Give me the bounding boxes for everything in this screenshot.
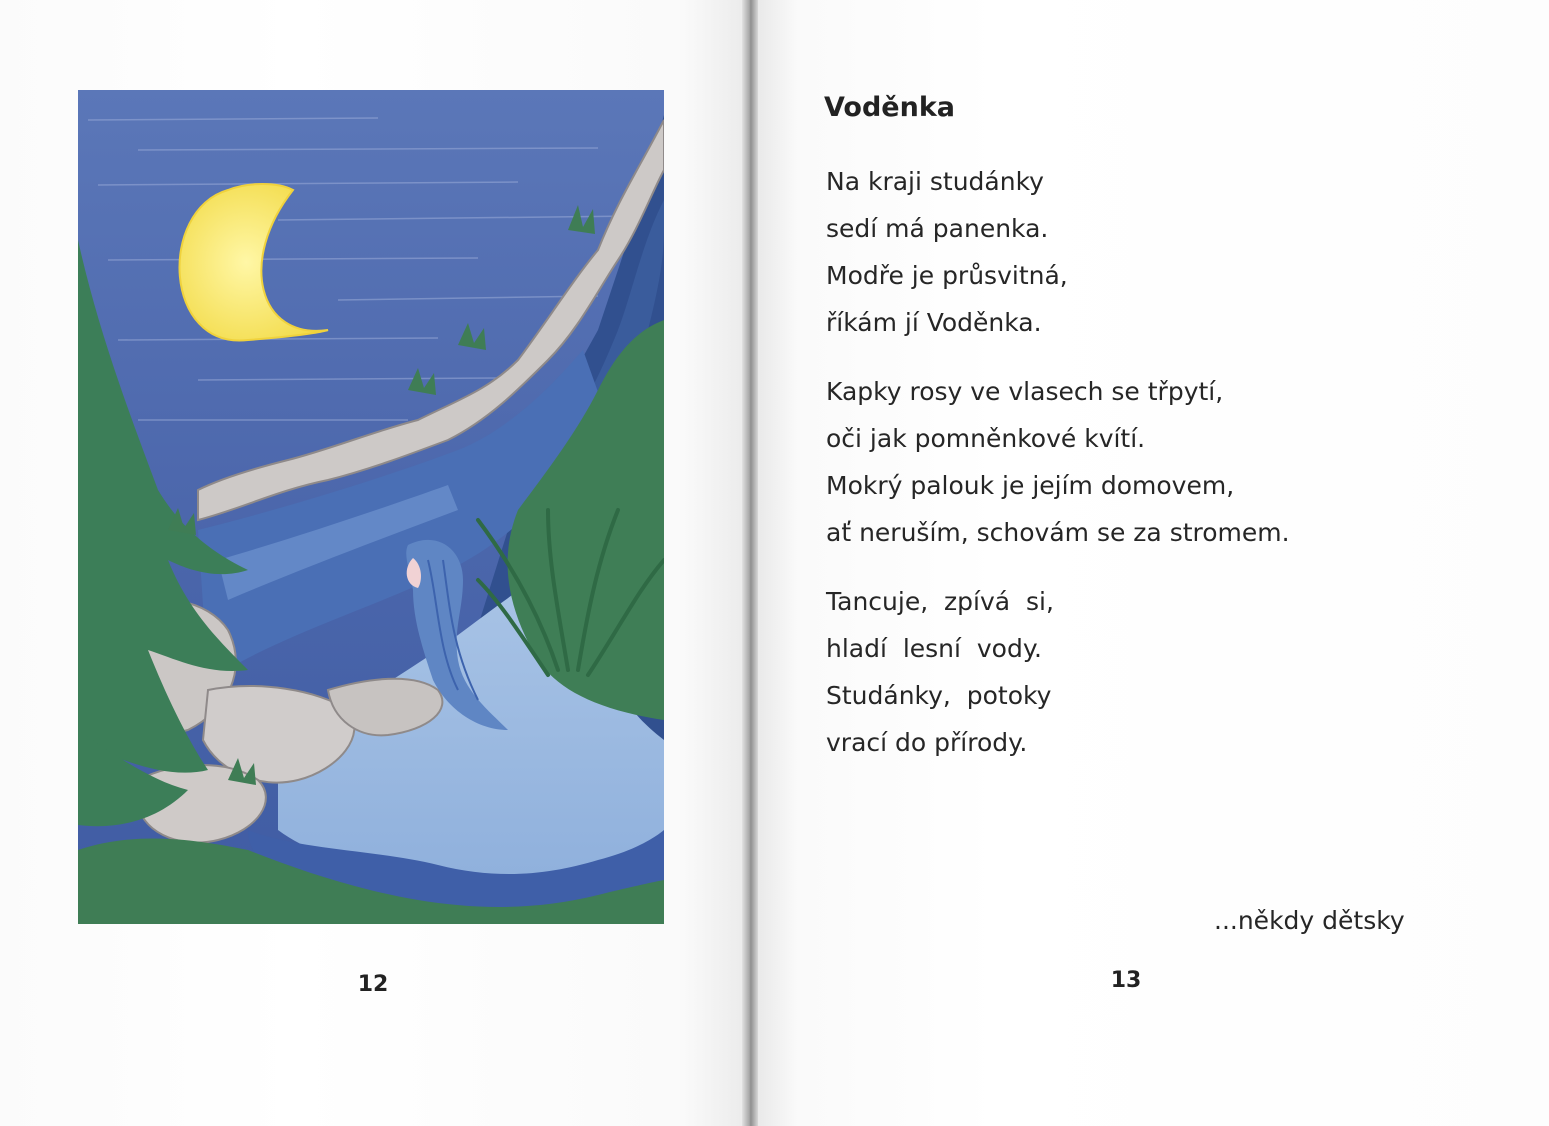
stanza-3 [826, 582, 1054, 770]
poem-line: Kapky rosy ve vlasech se třpytí, [826, 377, 1224, 406]
poem-title: Voděnka [824, 92, 956, 123]
poem-line: říkám jí Voděnka. [826, 308, 1042, 337]
left-page [0, 0, 742, 1126]
poem-line: oči jak pomněnkové kvítí. [826, 424, 1146, 453]
page-number-right: 13 [1110, 968, 1142, 993]
poem-line: hladí lesní vody. [826, 634, 1042, 663]
illustration [78, 90, 664, 924]
poem-line: Na kraji studánky [826, 167, 1044, 196]
footer-note: ...někdy dětsky [1214, 906, 1405, 935]
illustration-drawing [78, 90, 664, 924]
page-number-left: 12 [357, 972, 389, 997]
poem-line: Studánky, potoky [826, 681, 1052, 710]
poem-line: sedí má panenka. [826, 214, 1049, 243]
stanza-2 [826, 372, 1290, 560]
poem-line: Modře je průsvitná, [826, 261, 1068, 290]
stanza-1 [826, 162, 1068, 350]
book-gutter [742, 0, 758, 1126]
poem-line: Mokrý palouk je jejím domovem, [826, 471, 1235, 500]
poem-line: ať neruším, schovám se za stromem. [826, 518, 1290, 547]
poem-line: vrací do přírody. [826, 728, 1028, 757]
poem-line: Tancuje, zpívá si, [826, 587, 1054, 616]
